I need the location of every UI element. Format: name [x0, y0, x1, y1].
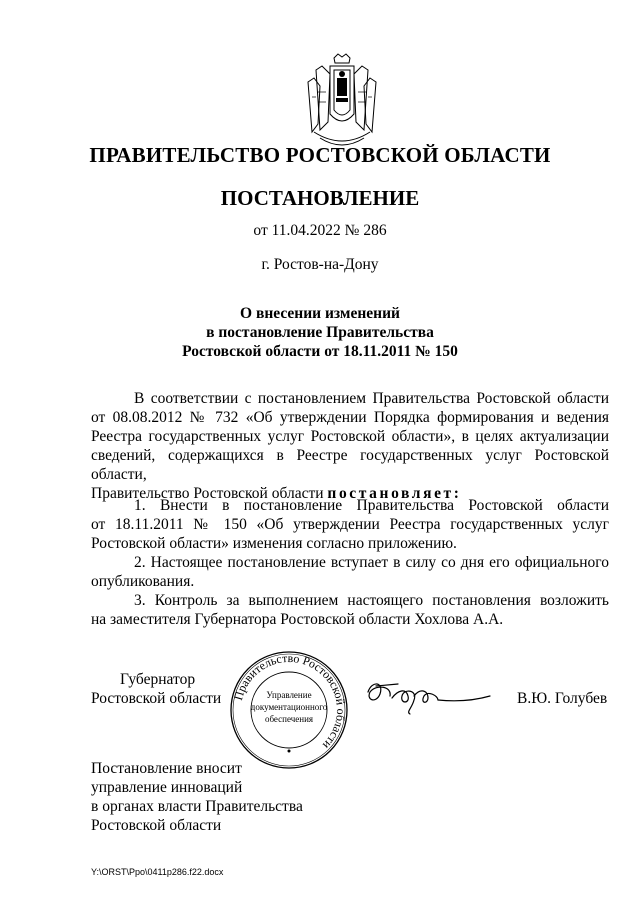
submitter-line-1: Постановление вносит	[91, 760, 242, 777]
stamp-outer-text: Правительство Ростовской области	[231, 650, 349, 753]
preamble-line-2: от 08.08.2012 № 732 «Об утверждении Порядка формирования и ведения	[91, 409, 609, 426]
resolution-items	[91, 496, 609, 629]
government-title: ПРАВИТЕЛЬСТВО РОСТОВСКОЙ ОБЛАСТИ	[89, 143, 551, 167]
stamp-inner-line-1: Управление	[266, 690, 312, 700]
stamp-inner-line-3: обеспечения	[264, 714, 314, 724]
submitter-line-2: управление инноваций	[91, 779, 243, 796]
official-stamp	[229, 650, 349, 770]
preamble-line-3: Реестра государственных услуг Ростовской области», в целях актуализации	[91, 428, 609, 445]
preamble-line-4: сведений, содержащихся в Реестре государственных услуг Ростовской области,	[91, 447, 609, 483]
file-path: Y:\ORST\Ppo\0411p286.f22.docx	[91, 867, 224, 877]
item-2-line-1: 2. Настоящее постановление вступает в силу со дня его официального	[134, 554, 609, 571]
item-2-line-2: опубликования.	[91, 573, 195, 590]
stamp-inner-line-2: документационного	[250, 702, 328, 712]
item-3-line-2: на заместителя Губернатора Ростовской области Хохлова А.А.	[91, 611, 504, 628]
item-1-line-3: Ростовской области» изменения согласно приложению.	[91, 535, 457, 552]
item-1-line-1: 1. Внести в постановление Правительства Ростовской области	[134, 497, 609, 514]
preamble-line-1: В соответствии с постановлением Правительства Ростовской области	[134, 390, 609, 407]
preamble	[91, 389, 609, 503]
city: г. Ростов-на-Дону	[261, 256, 379, 273]
submitter-line-3: в органах власти Правительства	[91, 798, 303, 815]
signer-title-1: Губернатор	[120, 671, 196, 688]
signer-name: В.Ю. Голубев	[517, 690, 608, 707]
item-1-line-2: от 18.11.2011 № 150 «Об утверждении Реестра государственных услуг	[91, 516, 609, 533]
submitter-line-4: Ростовской области	[91, 817, 222, 834]
preamble-government: Правительство Ростовской области	[91, 485, 324, 502]
resolves-word: постановляет:	[327, 485, 462, 502]
signer-title-2: Ростовской области	[91, 690, 222, 707]
subject-line-1: О внесении изменений	[240, 305, 400, 322]
coat-of-arms-icon	[300, 52, 384, 152]
date-number: от 11.04.2022 № 286	[253, 222, 387, 239]
subject-line-3: Ростовской области от 18.11.2011 № 150	[182, 343, 458, 360]
document-type: ПОСТАНОВЛЕНИЕ	[220, 186, 420, 210]
handwritten-signature-icon	[362, 670, 492, 720]
subject-line-2: в постановление Правительства	[206, 324, 434, 341]
item-3-line-1: 3. Контроль за выполнением настоящего постановления возложить	[134, 592, 609, 609]
